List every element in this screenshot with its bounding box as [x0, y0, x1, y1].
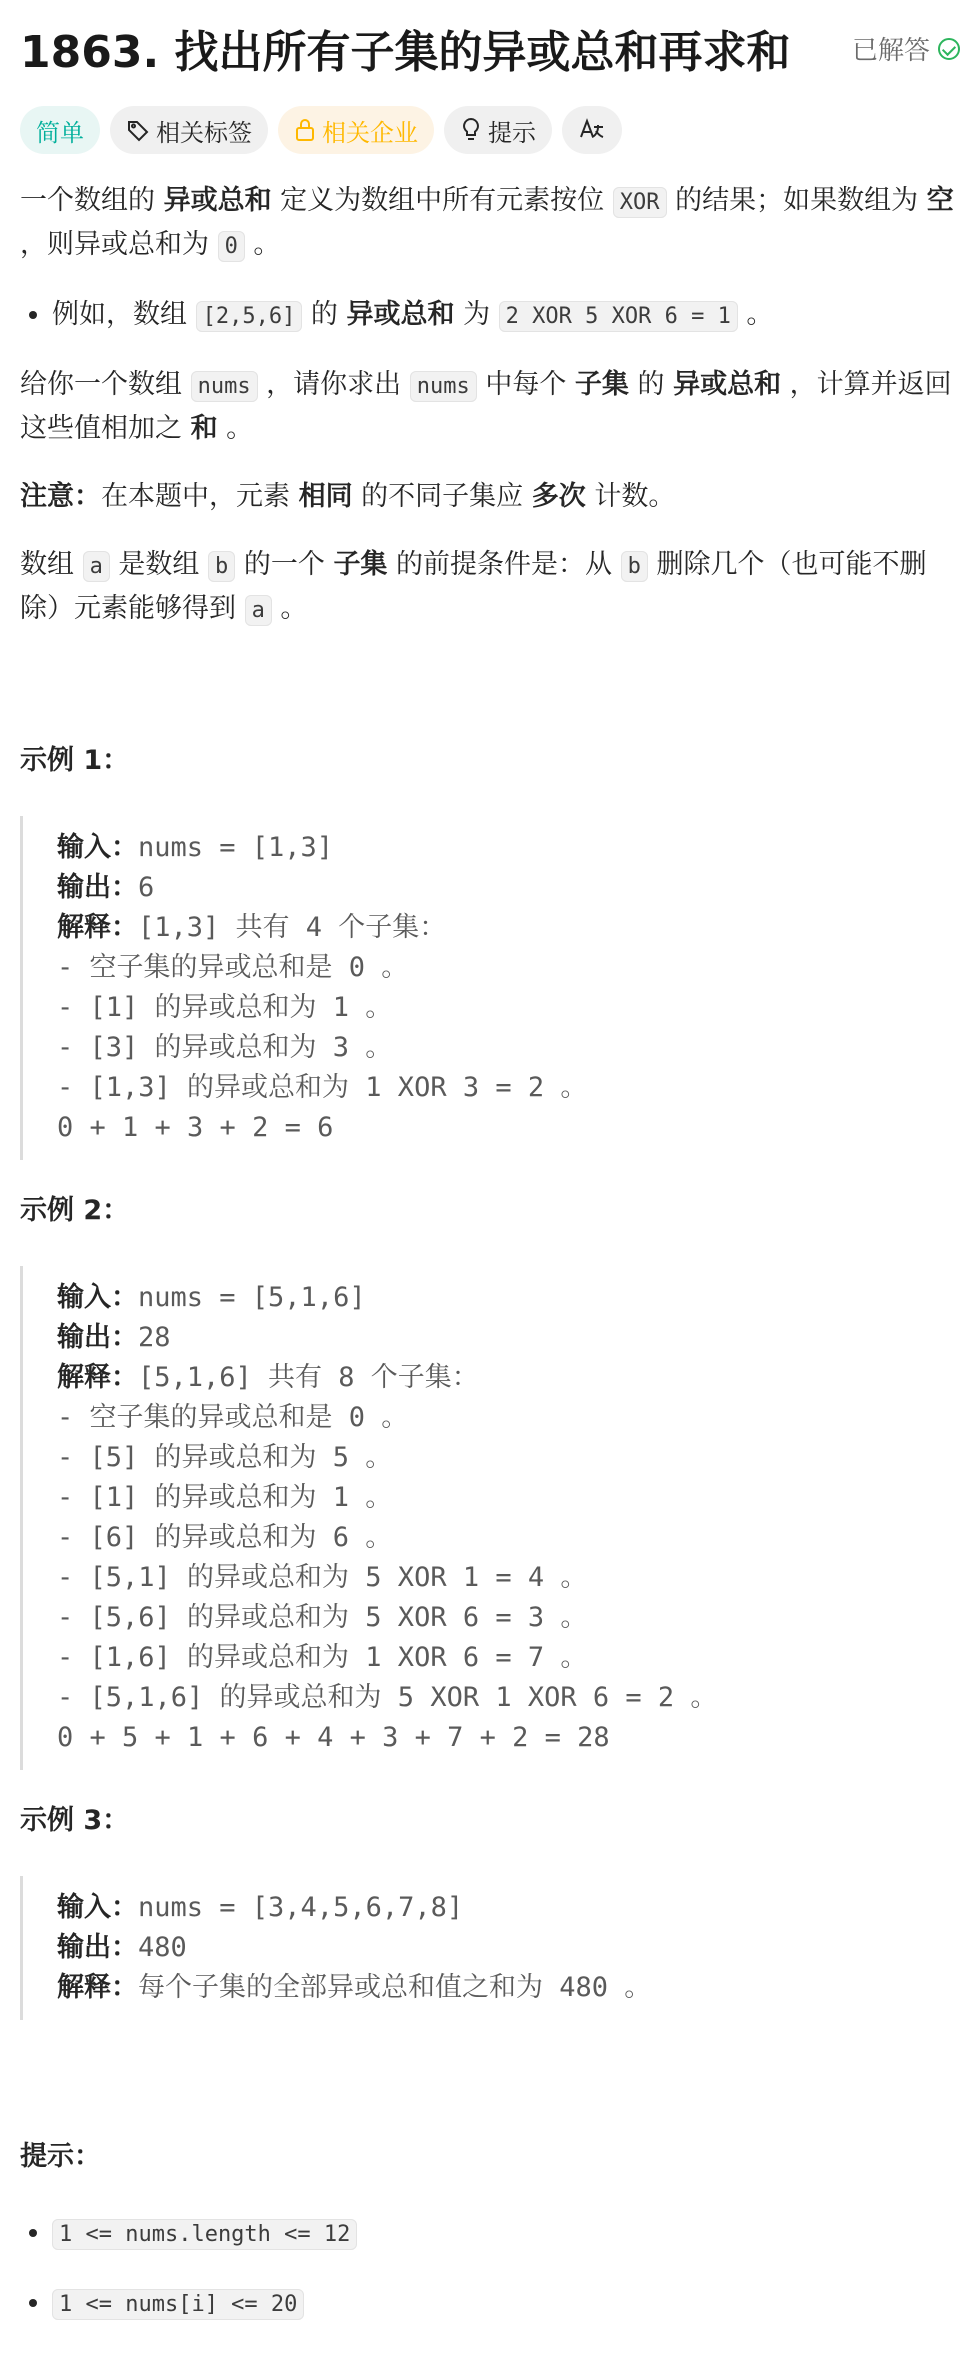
constraints-title: 提示： [20, 2141, 101, 2172]
desc-example-list [20, 294, 960, 338]
translate-button[interactable] [562, 106, 622, 154]
tag-icon [126, 118, 150, 142]
problem-description [20, 180, 960, 2326]
example-block: 输入：nums = [1,3] 输出：6 解释：[1,3] 共有 4 个子集： - 空子集的异或总和是 0 。 - [1] 的异或总和为 1 。 - [3] 的异或总和为 3 。 - [1,3] 的异或总和为 1 XOR 3 = 2 。 0 + 1 + 3 + 2 = 6 [20, 816, 960, 1160]
list-item: • 例如，数组 [2,5,6] 的 异或总和 为 2 XOR 5 XOR 6 = 1 。 [52, 294, 960, 338]
related-tags-label: 相关标签 [156, 118, 252, 147]
desc-paragraph-1: 一个数组的 异或总和 定义为数组中所有元素按位 XOR 的结果；如果数组为 空 ，则异或总和为 0 。 [20, 185, 954, 260]
related-companies-button[interactable] [278, 106, 434, 154]
page-title: 1863. 找出所有子集的异或总和再求和 [20, 27, 791, 78]
tag-bar [20, 106, 960, 154]
constraints-list [20, 2212, 960, 2326]
problem-page [20, 0, 960, 2352]
translate-icon [578, 117, 606, 143]
hints-button[interactable] [444, 106, 552, 154]
example-3 [20, 1800, 960, 2020]
example-2 [20, 1190, 960, 1770]
lock-icon [294, 118, 316, 142]
related-companies-label: 相关企业 [322, 118, 418, 147]
solved-label: 已解答 [851, 36, 930, 66]
lightbulb-icon [460, 117, 482, 143]
list-item: • 1 <= nums.length <= 12 [52, 2212, 960, 2256]
desc-paragraph-4: 数组 a 是数组 b 的一个 子集 的前提条件是：从 b 删除几个（也可能不删除）元素能够得到 a 。 [20, 549, 927, 624]
desc-paragraph-2: 给你一个数组 nums ，请你求出 nums 中每个 子集 的 异或总和 ，计算并返回这些值相加之 和 。 [20, 369, 952, 444]
hints-label: 提示 [488, 118, 536, 147]
example-block: 输入：nums = [3,4,5,6,7,8] 输出：480 解释：每个子集的全部异或总和值之和为 480 。 [20, 1876, 960, 2020]
example-1 [20, 740, 960, 1160]
desc-note: 注意：在本题中，元素 相同 的不同子集应 多次 计数。 [20, 481, 676, 512]
example-block: 输入：nums = [5,1,6] 输出：28 解释：[5,1,6] 共有 8 个子集： - 空子集的异或总和是 0 。 - [5] 的异或总和为 5 。 - [1] 的异或总和为 1 。 - [6] 的异或总和为 6 。 - [5,1] 的异或总和为 5 XOR 1 = 4 。 - [5,6] 的异或总和为 5 XOR 6 = 3 。 - [1,6] 的异或总和为 1 XOR 6 = 7 。 - [5,1,6] 的异或总和为 5 XOR 1 XOR 6 = 2 。 0 + 5 + 1 + 6 + 4 + 3 + 7 + 2 = 28 [20, 1266, 960, 1770]
example-title: 示例 2： [20, 1195, 130, 1226]
example-title: 示例 1： [20, 745, 130, 776]
constraints [20, 2136, 960, 2326]
solved-status [852, 30, 960, 67]
header [20, 0, 960, 86]
example-title: 示例 3： [20, 1805, 130, 1836]
related-tags-button[interactable] [110, 106, 268, 154]
list-item: • 1 <= nums[i] <= 20 [52, 2282, 960, 2326]
difficulty-label: 简单 [36, 118, 84, 147]
check-circle-icon [938, 38, 960, 60]
difficulty-badge[interactable] [20, 106, 100, 154]
